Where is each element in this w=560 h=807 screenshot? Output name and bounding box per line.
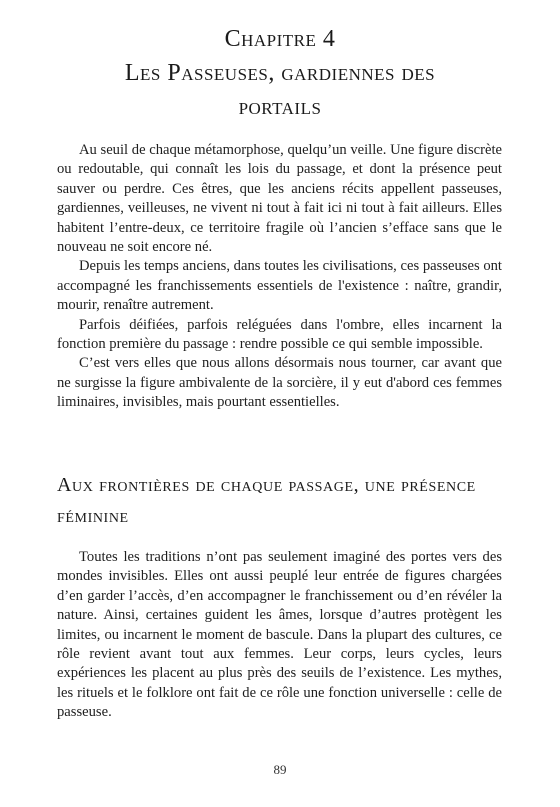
chapter-number: Chapitre 4	[224, 26, 336, 52]
paragraph: Toutes les traditions n’ont pas seulement imaginé des portes vers des mondes invisibles. Elles ont aussi peuplé leur entrée de figures chargées d’en garder l’accès, d’en accompagner le franchissement ou d’en révéler la nature. Ainsi, certaines guident les âmes, lorsque d’autres protègent les limites, ou incarnent le moment de bascule. Dans la plupart des cultures, ce rôle revient avant tout aux femmes. Leur corps, leurs cycles, leurs expériences les placent au plus près des seuils de l’existence. Les mythes, les rituels et le folklore ont fait de ce rôle une fonction universelle : celle de passeuse.	[57, 549, 502, 721]
intro-text	[57, 141, 502, 413]
paragraph: Au seuil de chaque métamorphose, quelqu’un veille. Une figure discrète ou redoutable, qui connaît les lois du passage, et dont la présence peut sauver ou perdre. Ces êtres, que les anciens récits appellent passeuses, gardiennes, veilleuses, ne vivent ni tout à fait ici ni tout à fait ailleurs. Elles habitent l’entre-deux, ce territoire fragile où l’ancien s’efface sans que le nouveau ne soit encore né.	[57, 142, 502, 256]
paragraph: Parfois déifiées, parfois reléguées dans l'ombre, elles incarnent la fonction première du passage : rendre possible ce qui semble impossible.	[57, 316, 502, 353]
section-text	[57, 548, 502, 723]
chapter-heading	[60, 22, 500, 124]
chapter-title-line-2: portails	[238, 94, 322, 120]
paragraph: Depuis les temps anciens, dans toutes les civilisations, ces passeuses ont accompagné les franchissements essentiels de l'existence : naître, grandir, mourir, renaître autrement.	[57, 258, 502, 314]
section-heading: Aux frontières de chaque passage, une présence féminine	[57, 474, 476, 527]
chapter-title-line-1: Les Passeuses, gardiennes des	[124, 60, 436, 86]
page-number: 89	[273, 762, 287, 777]
paragraph: C’est vers elles que nous allons désormais nous tourner, car avant que ne surgisse la figure ambivalente de la sorcière, il y eut d'abord ces femmes liminaires, invisibles, mais pourtant essentielles.	[57, 355, 502, 411]
